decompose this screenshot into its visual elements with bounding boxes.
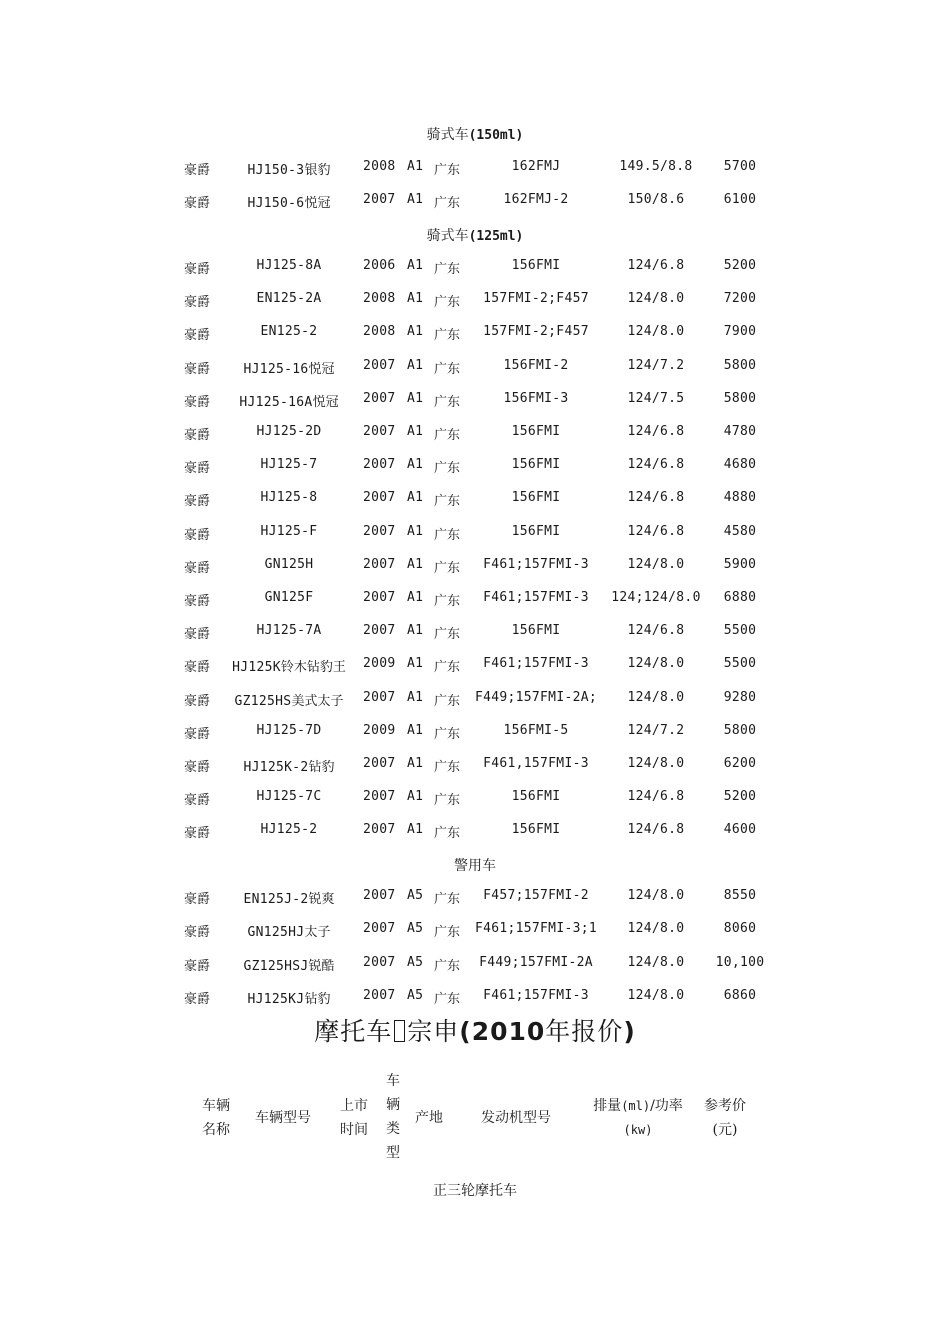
cell-engine: 156FMI-2 <box>503 358 569 373</box>
cell-year: 2007 <box>363 822 396 837</box>
cell-origin: 广东 <box>434 262 461 277</box>
cell-engine: 156FMI <box>511 424 561 439</box>
model-name: 银豹 <box>304 163 331 178</box>
cell-category: A1 <box>407 457 424 472</box>
cell-year: 2007 <box>363 557 396 572</box>
cell-year: 2008 <box>363 291 396 306</box>
cell-brand: 豪爵 <box>184 727 211 742</box>
cell-displacement: 124/8.0 <box>627 557 685 572</box>
table-row <box>0 690 950 712</box>
table-row <box>0 192 950 214</box>
model-code: HJ150-3 <box>247 163 305 178</box>
cell-engine: F461;157FMI-3;1 <box>475 921 597 936</box>
cell-brand: 豪爵 <box>184 494 211 509</box>
cell-brand: 豪爵 <box>184 528 211 543</box>
cell-price: 5800 <box>723 358 757 373</box>
cell-displacement: 124/6.8 <box>627 822 685 837</box>
model-code: HJ125-2 <box>260 822 318 837</box>
cell-category: A1 <box>407 524 424 539</box>
cell-displacement: 124/6.8 <box>627 789 685 804</box>
cell-brand: 豪爵 <box>184 328 211 343</box>
cell-origin: 广东 <box>434 528 461 543</box>
cell-category: A1 <box>407 391 424 406</box>
model-code: GZ125HS <box>234 694 292 709</box>
cell-brand: 豪爵 <box>184 295 211 310</box>
cell-engine: 157FMI-2;F457 <box>483 324 589 339</box>
model-name: 钻豹 <box>308 760 335 775</box>
model-code: EN125-2A <box>256 291 322 306</box>
cell-displacement: 124/8.0 <box>627 888 685 903</box>
header-engine: 发动机型号 <box>481 1110 551 1126</box>
model-code: GN125HJ <box>247 925 305 940</box>
cell-brand: 豪爵 <box>184 395 211 410</box>
cell-displacement: 124/6.8 <box>627 524 685 539</box>
cell-origin: 广东 <box>434 694 461 709</box>
cell-engine: F449;157FMI-2A; <box>475 690 597 705</box>
cell-origin: 广东 <box>434 959 461 974</box>
cell-displacement: 124/8.0 <box>627 955 685 970</box>
cell-engine: 156FMI <box>511 822 561 837</box>
cell-price: 10,100 <box>715 955 765 970</box>
cell-brand: 豪爵 <box>184 627 211 642</box>
cell-price: 4880 <box>723 490 757 505</box>
cell-origin: 广东 <box>434 561 461 576</box>
table-row <box>0 756 950 778</box>
cell-category: A1 <box>407 656 424 671</box>
model-code: EN125J-2 <box>243 892 309 907</box>
cell-displacement: 124/7.2 <box>627 723 685 738</box>
table-row <box>0 822 950 844</box>
cell-year: 2007 <box>363 756 396 771</box>
cell-engine: F449;157FMI-2A <box>479 955 593 970</box>
cell-brand: 豪爵 <box>184 461 211 476</box>
cell-brand: 豪爵 <box>184 196 211 211</box>
table-row <box>0 723 950 745</box>
table-row <box>0 490 950 512</box>
model-code: HJ125KJ <box>247 992 305 1007</box>
cell-year: 2007 <box>363 690 396 705</box>
table-row <box>0 623 950 645</box>
section-heading: 骑式车(125ml) <box>426 228 524 244</box>
model-name: 铃木钻豹王 <box>280 660 346 675</box>
model-name: 悦冠 <box>304 196 331 211</box>
cell-category: A1 <box>407 490 424 505</box>
cell-engine: 156FMI <box>511 457 561 472</box>
cell-origin: 广东 <box>434 627 461 642</box>
cell-origin: 广东 <box>434 428 461 443</box>
model-code: EN125-2 <box>260 324 318 339</box>
table-row <box>0 524 950 546</box>
model-name: 钻豹 <box>304 992 331 1007</box>
cell-year: 2008 <box>363 324 396 339</box>
cell-year: 2007 <box>363 988 396 1003</box>
section-heading: 骑式车(150ml) <box>426 127 524 143</box>
cell-category: A1 <box>407 159 424 174</box>
cell-displacement: 150/8.6 <box>627 192 685 207</box>
cell-origin: 广东 <box>434 494 461 509</box>
table-row <box>0 656 950 678</box>
model-code: HJ125K <box>232 660 281 675</box>
cell-category: A5 <box>407 888 424 903</box>
cell-price: 7200 <box>723 291 757 306</box>
header-vehicle-name: 车辆 名称 <box>202 1098 230 1138</box>
cell-year: 2007 <box>363 192 396 207</box>
cell-displacement: 124/8.0 <box>627 291 685 306</box>
cell-displacement: 124/8.0 <box>627 324 685 339</box>
header-displacement: 排量(ml)/功率 (kw) <box>593 1098 683 1137</box>
cell-origin: 广东 <box>434 727 461 742</box>
cell-brand: 豪爵 <box>184 760 211 775</box>
header-reference-price: 参考价 (元) <box>704 1098 746 1138</box>
missing-glyph-box <box>394 1020 405 1042</box>
cell-year: 2007 <box>363 358 396 373</box>
cell-engine: F461;157FMI-3 <box>483 656 589 671</box>
cell-brand: 豪爵 <box>184 793 211 808</box>
model-code: HJ125-7D <box>256 723 322 738</box>
cell-category: A5 <box>407 921 424 936</box>
cell-category: A1 <box>407 789 424 804</box>
model-name: 悦冠 <box>308 362 335 377</box>
cell-price: 6100 <box>723 192 757 207</box>
table-row <box>0 988 950 1010</box>
cell-category: A1 <box>407 291 424 306</box>
cell-price: 9280 <box>723 690 757 705</box>
cell-year: 2007 <box>363 490 396 505</box>
cell-price: 4780 <box>723 424 757 439</box>
cell-engine: 156FMI <box>511 623 561 638</box>
cell-category: A1 <box>407 590 424 605</box>
cell-displacement: 149.5/8.8 <box>619 159 693 174</box>
cell-origin: 广东 <box>434 826 461 841</box>
cell-origin: 广东 <box>434 362 461 377</box>
cell-displacement: 124/6.8 <box>627 623 685 638</box>
cell-engine: 162FMJ-2 <box>503 192 569 207</box>
cell-category: A1 <box>407 424 424 439</box>
table-row <box>0 324 950 346</box>
header-model: 车辆型号 <box>255 1110 311 1126</box>
cell-category: A1 <box>407 258 424 273</box>
model-code: HJ125-8A <box>256 258 322 273</box>
cell-brand: 豪爵 <box>184 362 211 377</box>
model-code: GN125F <box>264 590 314 605</box>
cell-price: 5200 <box>723 789 757 804</box>
cell-year: 2007 <box>363 921 396 936</box>
cell-displacement: 124/6.8 <box>627 258 685 273</box>
model-name: 悦冠 <box>312 395 339 410</box>
cell-displacement: 124/8.0 <box>627 656 685 671</box>
cell-price: 5200 <box>723 258 757 273</box>
model-name: 太子 <box>304 925 331 940</box>
page-title: 摩托车 宗申(2010年报价) <box>314 1017 636 1046</box>
cell-displacement: 124/8.0 <box>627 690 685 705</box>
cell-category: A1 <box>407 623 424 638</box>
cell-price: 5900 <box>723 557 757 572</box>
cell-brand: 豪爵 <box>184 561 211 576</box>
cell-origin: 广东 <box>434 461 461 476</box>
cell-category: A5 <box>407 988 424 1003</box>
cell-brand: 豪爵 <box>184 826 211 841</box>
header-launch-time: 上市 时间 <box>340 1098 368 1138</box>
cell-origin: 广东 <box>434 760 461 775</box>
cell-year: 2007 <box>363 789 396 804</box>
cell-displacement: 124/8.0 <box>627 921 685 936</box>
cell-displacement: 124/6.8 <box>627 457 685 472</box>
cell-origin: 广东 <box>434 196 461 211</box>
cell-brand: 豪爵 <box>184 959 211 974</box>
cell-displacement: 124/8.0 <box>627 988 685 1003</box>
cell-brand: 豪爵 <box>184 925 211 940</box>
section-heading-tricycle: 正三轮摩托车 <box>433 1183 517 1199</box>
cell-origin: 广东 <box>434 992 461 1007</box>
cell-year: 2009 <box>363 723 396 738</box>
cell-price: 6200 <box>723 756 757 771</box>
table-row <box>0 888 950 910</box>
model-code: GN125H <box>264 557 314 572</box>
cell-price: 5800 <box>723 391 757 406</box>
table-row <box>0 557 950 579</box>
cell-engine: 156FMI-5 <box>503 723 569 738</box>
model-code: HJ125-16A <box>239 395 313 410</box>
model-code: HJ125-8 <box>260 490 318 505</box>
model-name: 锐酷 <box>308 959 335 974</box>
cell-price: 4580 <box>723 524 757 539</box>
cell-year: 2007 <box>363 524 396 539</box>
cell-origin: 广东 <box>434 594 461 609</box>
model-code: HJ125-2D <box>256 424 322 439</box>
cell-price: 4680 <box>723 457 757 472</box>
cell-origin: 广东 <box>434 660 461 675</box>
cell-displacement: 124/7.5 <box>627 391 685 406</box>
cell-displacement: 124/6.8 <box>627 424 685 439</box>
table-row <box>0 391 950 413</box>
cell-price: 4600 <box>723 822 757 837</box>
table-row <box>0 921 950 943</box>
cell-price: 5700 <box>723 159 757 174</box>
cell-engine: F461;157FMI-3 <box>483 988 589 1003</box>
cell-engine: F461;157FMI-3 <box>483 590 589 605</box>
cell-engine: 157FMI-2;F457 <box>483 291 589 306</box>
cell-brand: 豪爵 <box>184 163 211 178</box>
model-code: HJ125K-2 <box>243 760 309 775</box>
model-code: HJ125-16 <box>243 362 309 377</box>
cell-price: 5500 <box>723 623 757 638</box>
table-row <box>0 424 950 446</box>
table-row <box>0 789 950 811</box>
cell-engine: 156FMI <box>511 524 561 539</box>
cell-price: 5500 <box>723 656 757 671</box>
cell-price: 6860 <box>723 988 757 1003</box>
cell-brand: 豪爵 <box>184 892 211 907</box>
cell-origin: 广东 <box>434 395 461 410</box>
table-row <box>0 457 950 479</box>
cell-brand: 豪爵 <box>184 594 211 609</box>
section-heading: 警用车 <box>454 858 496 874</box>
cell-engine: F457;157FMI-2 <box>483 888 589 903</box>
cell-origin: 广东 <box>434 925 461 940</box>
cell-year: 2007 <box>363 457 396 472</box>
cell-brand: 豪爵 <box>184 694 211 709</box>
cell-year: 2007 <box>363 424 396 439</box>
cell-category: A1 <box>407 756 424 771</box>
cell-origin: 广东 <box>434 793 461 808</box>
model-code: HJ125-7C <box>256 789 322 804</box>
cell-engine: F461;157FMI-3 <box>483 557 589 572</box>
cell-origin: 广东 <box>434 892 461 907</box>
cell-year: 2007 <box>363 955 396 970</box>
model-name: 锐爽 <box>308 892 335 907</box>
cell-engine: 162FMJ <box>511 159 561 174</box>
cell-year: 2007 <box>363 391 396 406</box>
header-vehicle-type: 车 辆 类 型 <box>386 1073 400 1161</box>
cell-origin: 广东 <box>434 295 461 310</box>
cell-year: 2008 <box>363 159 396 174</box>
table-row <box>0 590 950 612</box>
cell-category: A1 <box>407 690 424 705</box>
cell-category: A1 <box>407 358 424 373</box>
cell-price: 8060 <box>723 921 757 936</box>
cell-displacement: 124/8.0 <box>627 756 685 771</box>
cell-origin: 广东 <box>434 163 461 178</box>
cell-engine: F461,157FMI-3 <box>483 756 589 771</box>
cell-price: 5800 <box>723 723 757 738</box>
table-row <box>0 291 950 313</box>
model-code: GZ125HSJ <box>243 959 309 974</box>
cell-engine: 156FMI <box>511 490 561 505</box>
table-row <box>0 358 950 380</box>
cell-year: 2007 <box>363 888 396 903</box>
cell-category: A1 <box>407 822 424 837</box>
cell-brand: 豪爵 <box>184 262 211 277</box>
cell-category: A5 <box>407 955 424 970</box>
cell-origin: 广东 <box>434 328 461 343</box>
cell-year: 2006 <box>363 258 396 273</box>
cell-price: 8550 <box>723 888 757 903</box>
header-origin: 产地 <box>415 1110 443 1126</box>
cell-displacement: 124/7.2 <box>627 358 685 373</box>
cell-category: A1 <box>407 324 424 339</box>
table-row <box>0 258 950 280</box>
cell-category: A1 <box>407 192 424 207</box>
cell-brand: 豪爵 <box>184 428 211 443</box>
cell-brand: 豪爵 <box>184 992 211 1007</box>
cell-category: A1 <box>407 723 424 738</box>
model-code: HJ125-7 <box>260 457 318 472</box>
cell-price: 7900 <box>723 324 757 339</box>
cell-year: 2009 <box>363 656 396 671</box>
cell-engine: 156FMI <box>511 258 561 273</box>
table-row <box>0 955 950 977</box>
cell-year: 2007 <box>363 590 396 605</box>
model-code: HJ150-6 <box>247 196 305 211</box>
model-name: 美式太子 <box>291 694 344 709</box>
table-row <box>0 159 950 181</box>
cell-engine: 156FMI-3 <box>503 391 569 406</box>
cell-brand: 豪爵 <box>184 660 211 675</box>
cell-category: A1 <box>407 557 424 572</box>
model-code: HJ125-7A <box>256 623 322 638</box>
cell-engine: 156FMI <box>511 789 561 804</box>
cell-displacement: 124/6.8 <box>627 490 685 505</box>
model-code: HJ125-F <box>260 524 318 539</box>
cell-displacement: 124;124/8.0 <box>611 590 701 605</box>
cell-year: 2007 <box>363 623 396 638</box>
cell-price: 6880 <box>723 590 757 605</box>
